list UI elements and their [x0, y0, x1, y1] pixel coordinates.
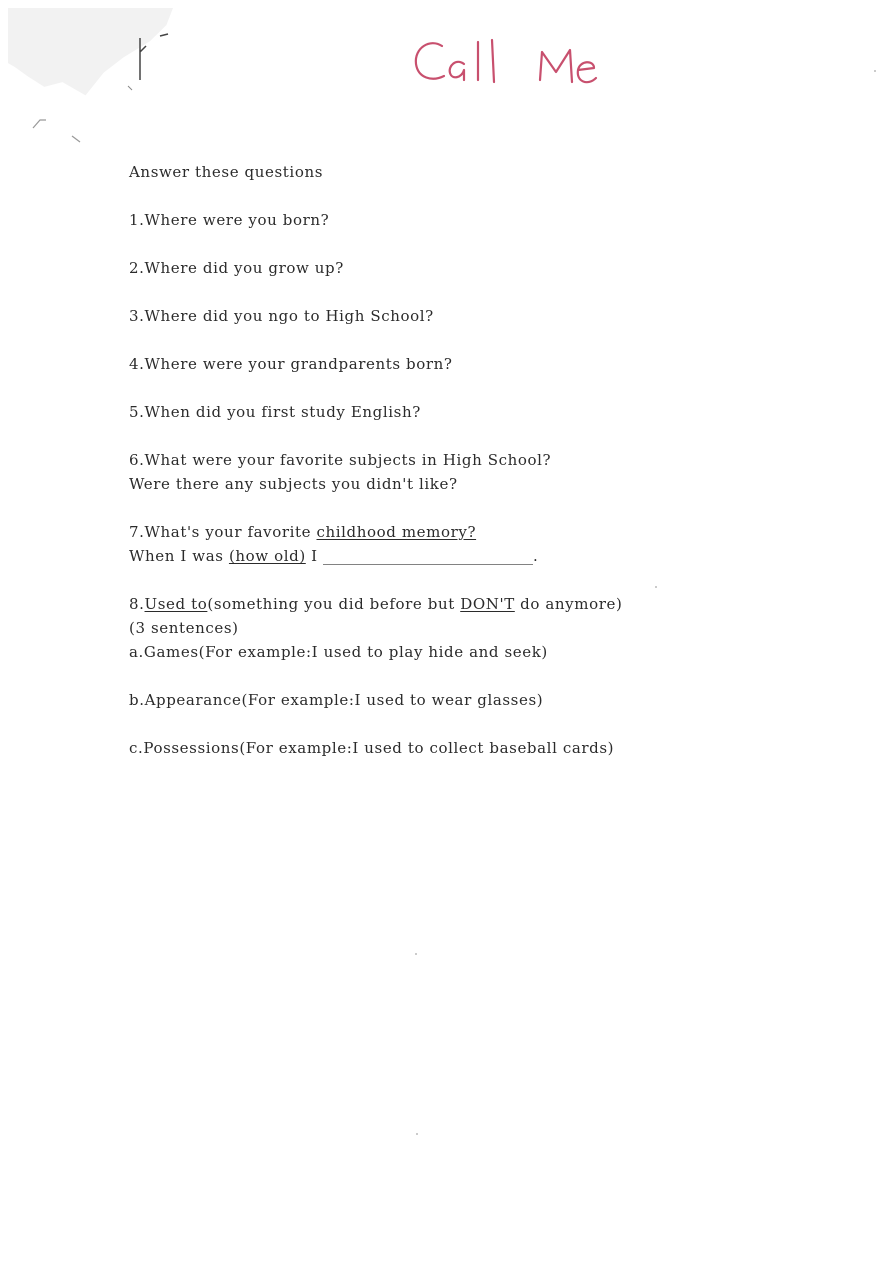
question-5: 5.When did you first study English?: [129, 403, 421, 421]
question-7-line2-prefix: When I was: [129, 547, 229, 565]
question-7-how-old: (how old): [228, 547, 306, 565]
question-7-prefix: 7.What's your favorite: [129, 523, 317, 541]
question-list: [129, 160, 769, 760]
question-2: 2.Where did you grow up?: [129, 259, 344, 277]
question-7-line-2: [129, 544, 769, 568]
handwritten-title: [410, 30, 610, 95]
handwritten-title-drawing: [410, 30, 610, 95]
question-4: 4.Where were your grandparents born?: [129, 355, 453, 373]
question-7-underlined: childhood memory?: [316, 523, 477, 541]
torn-edge-marks: [0, 0, 200, 160]
question-7-line2-middle: I: [305, 547, 324, 565]
paper-speck: [655, 586, 657, 588]
question-3: 3.Where did you ngo to High School?: [129, 307, 434, 325]
question-8-middle: (something you did before but: [207, 595, 461, 613]
question-6-line-2: Were there any subjects you didn't like?: [129, 475, 458, 493]
instruction-text: Answer these questions: [129, 163, 324, 181]
answer-blank: ____________________________: [323, 547, 534, 565]
question-8-line-1: [129, 592, 769, 616]
question-7-line-1: [129, 520, 769, 544]
paper-speck: [874, 70, 876, 72]
question-8-dont: DON'T: [460, 595, 515, 613]
question-1: 1.Where were you born?: [129, 211, 330, 229]
question-8-b: b.Appearance(For example:I used to wear glasses): [129, 691, 544, 709]
question-8-number: 8.: [129, 595, 145, 613]
question-8-line-2: (3 sentences): [129, 619, 239, 637]
paper-speck: [416, 1133, 418, 1135]
paper-speck: [415, 953, 417, 955]
question-8-used-to: Used to: [144, 595, 208, 613]
question-8-a: a.Games(For example:I used to play hide and seek): [129, 643, 548, 661]
question-8-c: c.Possessions(For example:I used to collect baseball cards): [129, 739, 615, 757]
question-6-line-1: 6.What were your favorite subjects in High School?: [129, 451, 552, 469]
question-8-end: do anymore): [514, 595, 623, 613]
question-7-line2-end: .: [533, 547, 539, 565]
